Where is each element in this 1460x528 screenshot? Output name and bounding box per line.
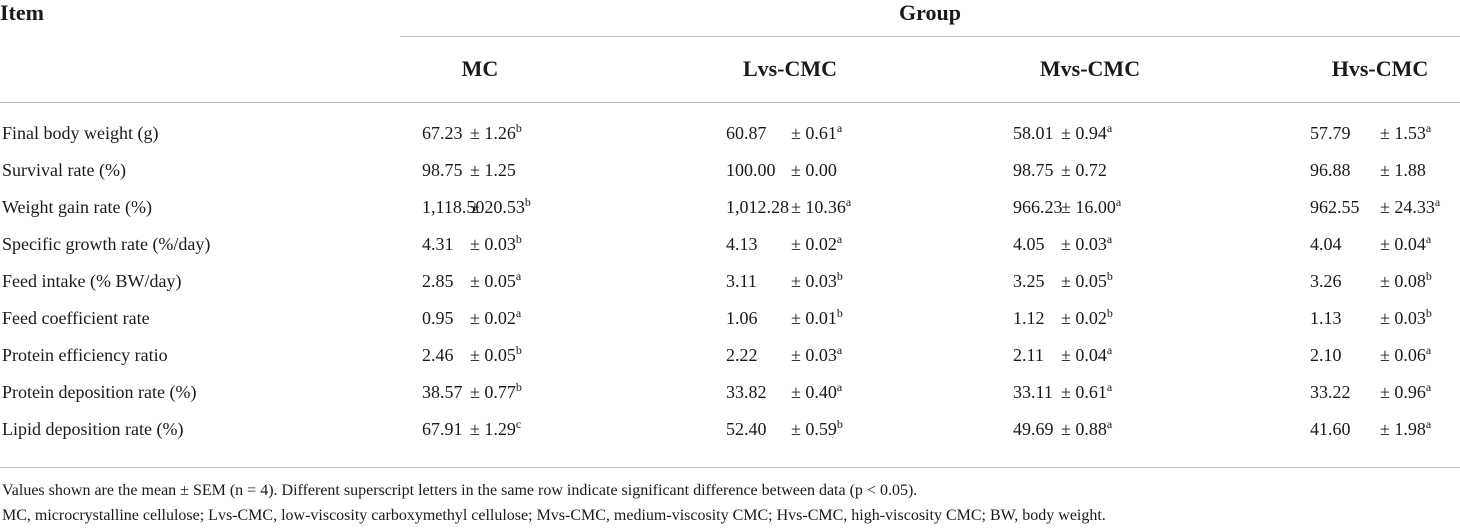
significance-letter: a (1115, 195, 1122, 209)
sem-value: ± 0.03 (791, 345, 837, 365)
sem-value: ± 1.88 (1380, 160, 1426, 180)
significance-letter: a (515, 269, 522, 283)
significance-letter: a (1434, 195, 1441, 209)
sem-value: ± 0.59 (791, 419, 837, 439)
cell-sem-mvs-cmc (1061, 263, 1113, 300)
row-label: Final body weight (g) (2, 123, 159, 143)
row-label: Survival rate (%) (2, 160, 126, 180)
significance-letter: b (836, 269, 843, 283)
cell-mean-lvs-cmc: 3.11 (726, 271, 757, 291)
significance-letter: a (1425, 121, 1432, 135)
significance-letter: a (1106, 343, 1113, 357)
cell-mean-mvs-cmc: 1.12 (1013, 308, 1045, 328)
sem-value: ± 0.03 (1380, 308, 1426, 328)
cell-sem-lvs-cmc (791, 300, 843, 337)
significance-letter: b (1425, 269, 1432, 283)
cell-mean-hvs-cmc: 962.55 (1310, 197, 1360, 217)
cell-mean-mc: 2.85 (422, 271, 454, 291)
cell-mean-mvs-cmc: 58.01 (1013, 123, 1054, 143)
item-header: Item (0, 0, 44, 25)
significance-letter: b (515, 380, 522, 394)
cell-mean-mc: 98.75 (422, 160, 463, 180)
header-divider (0, 102, 1460, 103)
group-underline (400, 36, 1460, 37)
significance-letter: a (1425, 232, 1432, 246)
table-row (0, 115, 1460, 152)
footnote-values: Values shown are the mean ± SEM (n = 4). Different superscript letters in the same row indicate significant difference between data (p < 0.05). (2, 482, 918, 499)
cell-mean-mvs-cmc: 33.11 (1013, 382, 1053, 402)
row-label: Feed intake (% BW/day) (2, 271, 182, 291)
cell-mean-hvs-cmc: 33.22 (1310, 382, 1351, 402)
cell-sem-mvs-cmc (1061, 189, 1121, 226)
sem-value: ± 0.77 (470, 382, 516, 402)
cell-mean-mvs-cmc: 2.11 (1013, 345, 1044, 365)
sem-value: ± 0.03 (470, 234, 516, 254)
sem-value: ± 0.05 (470, 345, 516, 365)
cell-sem-hvs-cmc (1380, 374, 1431, 411)
table-row (0, 411, 1460, 448)
cell-sem-mc (470, 152, 516, 189)
sem-value: ± 1.53 (1380, 123, 1426, 143)
cell-sem-mvs-cmc (1061, 374, 1112, 411)
significance-letter: a (515, 306, 522, 320)
significance-letter: a (1106, 232, 1113, 246)
significance-letter: a (1425, 417, 1432, 431)
sem-value: ± 0.96 (1380, 382, 1426, 402)
cell-mean-lvs-cmc: 1,012.28 (726, 197, 789, 217)
table-row (0, 337, 1460, 374)
cell-sem-lvs-cmc (791, 152, 837, 189)
sem-value: ± 0.02 (470, 308, 516, 328)
sem-value: ± 1.98 (1380, 419, 1426, 439)
cell-sem-mc (470, 411, 521, 448)
significance-letter: a (836, 232, 843, 246)
cell-mean-hvs-cmc: 4.04 (1310, 234, 1342, 254)
cell-sem-mc (470, 189, 531, 226)
table-row (0, 189, 1460, 226)
sem-value: ± 0.61 (791, 123, 837, 143)
column-header-lvs-cmc: Lvs-CMC (742, 56, 838, 81)
cell-sem-mc (470, 226, 522, 263)
cell-sem-hvs-cmc (1380, 411, 1431, 448)
cell-sem-lvs-cmc (791, 115, 842, 152)
table-row (0, 374, 1460, 411)
significance-letter: b (1425, 306, 1432, 320)
cell-mean-mc: 0.95 (422, 308, 454, 328)
significance-letter: a (1425, 343, 1432, 357)
group-header: Group (899, 0, 961, 25)
cell-sem-mc (470, 337, 522, 374)
cell-sem-lvs-cmc (791, 226, 842, 263)
column-header-hvs-cmc: Hvs-CMC (1331, 56, 1429, 81)
sem-value: ± 0.05 (1061, 271, 1107, 291)
sem-value: ± 0.40 (791, 382, 837, 402)
significance-letter: a (845, 195, 852, 209)
cell-mean-lvs-cmc: 2.22 (726, 345, 758, 365)
cell-mean-lvs-cmc: 4.13 (726, 234, 758, 254)
cell-mean-hvs-cmc: 96.88 (1310, 160, 1351, 180)
cell-sem-lvs-cmc (791, 263, 843, 300)
sem-value: ± 0.88 (1061, 419, 1107, 439)
sem-value: ± 10.36 (791, 197, 846, 217)
column-header-mc: MC (461, 56, 499, 81)
cell-sem-lvs-cmc (791, 374, 842, 411)
sem-value: ± 0.72 (1061, 160, 1107, 180)
cell-mean-hvs-cmc: 3.26 (1310, 271, 1342, 291)
significance-letter: a (1106, 417, 1113, 431)
cell-sem-hvs-cmc (1380, 152, 1426, 189)
sem-value: ± 1.26 (470, 123, 516, 143)
cell-mean-mc: 2.46 (422, 345, 454, 365)
cell-sem-hvs-cmc (1380, 226, 1431, 263)
cell-mean-mvs-cmc: 966.23 (1013, 197, 1063, 217)
cell-sem-hvs-cmc (1380, 115, 1431, 152)
cell-sem-mvs-cmc (1061, 115, 1112, 152)
cell-mean-hvs-cmc: 41.60 (1310, 419, 1351, 439)
sem-value: ± 0.04 (1380, 234, 1426, 254)
row-label: Protein efficiency ratio (2, 345, 168, 365)
cell-sem-hvs-cmc (1380, 300, 1432, 337)
cell-sem-mc (470, 374, 522, 411)
sem-value: ± 0.06 (1380, 345, 1426, 365)
cell-mean-mvs-cmc: 4.05 (1013, 234, 1045, 254)
cell-sem-mvs-cmc (1061, 300, 1113, 337)
cell-mean-lvs-cmc: 52.40 (726, 419, 767, 439)
significance-letter: a (836, 121, 843, 135)
table-row (0, 226, 1460, 263)
cell-sem-lvs-cmc (791, 411, 843, 448)
row-label: Protein deposition rate (%) (2, 382, 197, 402)
row-label: Feed coefficient rate (2, 308, 150, 328)
sem-value: ± 0.04 (1061, 345, 1107, 365)
sem-value: ± 0.03 (1061, 234, 1107, 254)
table-row (0, 300, 1460, 337)
cell-sem-hvs-cmc (1380, 263, 1432, 300)
cell-sem-mc (470, 115, 522, 152)
cell-sem-hvs-cmc (1380, 337, 1431, 374)
cell-sem-mc (470, 300, 521, 337)
cell-mean-mc: 67.23 (422, 123, 463, 143)
cell-mean-mc: 1,118.50 (422, 197, 485, 217)
sem-value: ± 24.33 (1380, 197, 1435, 217)
significance-letter: a (1425, 380, 1432, 394)
cell-mean-mc: 67.91 (422, 419, 463, 439)
row-label: Weight gain rate (%) (2, 197, 152, 217)
cell-sem-hvs-cmc (1380, 189, 1440, 226)
cell-mean-mvs-cmc: 3.25 (1013, 271, 1045, 291)
significance-letter: c (515, 417, 522, 431)
cell-sem-mvs-cmc (1061, 411, 1112, 448)
sem-value: ± 1.29 (470, 419, 516, 439)
footnote-abbreviations: MC, microcrystalline cellulose; Lvs-CMC, low-viscosity carboxymethyl cellulose; Mvs-CMC, medium-viscosity CMC; Hvs-CMC, high-viscosity CMC; BW, body weight. (2, 507, 1106, 524)
cell-mean-mc: 38.57 (422, 382, 463, 402)
sem-value: ± 0.02 (1061, 308, 1107, 328)
cell-mean-mvs-cmc: 49.69 (1013, 419, 1054, 439)
significance-letter: a (1106, 380, 1113, 394)
sem-value: ± 20.53 (470, 197, 525, 217)
cell-mean-hvs-cmc: 1.13 (1310, 308, 1342, 328)
significance-letter: b (515, 343, 522, 357)
significance-letter: a (836, 380, 843, 394)
row-label: Lipid deposition rate (%) (2, 419, 184, 439)
cell-mean-mc: 4.31 (422, 234, 454, 254)
sem-value: ± 16.00 (1061, 197, 1116, 217)
column-header-mvs-cmc: Mvs-CMC (1039, 56, 1141, 81)
sem-value: ± 0.94 (1061, 123, 1107, 143)
sem-value: ± 0.00 (791, 160, 837, 180)
sem-value: ± 0.03 (791, 271, 837, 291)
sem-value: ± 0.08 (1380, 271, 1426, 291)
cell-mean-lvs-cmc: 33.82 (726, 382, 767, 402)
significance-letter: b (836, 417, 843, 431)
table-bottom-rule (0, 467, 1460, 468)
significance-letter: b (524, 195, 531, 209)
significance-letter: a (1106, 121, 1113, 135)
cell-mean-lvs-cmc: 100.00 (726, 160, 776, 180)
significance-letter: b (836, 306, 843, 320)
sem-value: ± 0.02 (791, 234, 837, 254)
cell-sem-mc (470, 263, 521, 300)
sem-value: ± 1.25 (470, 160, 516, 180)
sem-value: ± 0.61 (1061, 382, 1107, 402)
table-row (0, 152, 1460, 189)
cell-sem-mvs-cmc (1061, 337, 1112, 374)
cell-mean-hvs-cmc: 57.79 (1310, 123, 1351, 143)
significance-letter: b (1106, 269, 1113, 283)
significance-letter: a (836, 343, 843, 357)
cell-sem-mvs-cmc (1061, 226, 1112, 263)
cell-mean-lvs-cmc: 60.87 (726, 123, 767, 143)
cell-sem-mvs-cmc (1061, 152, 1107, 189)
cell-mean-lvs-cmc: 1.06 (726, 308, 758, 328)
table-row (0, 263, 1460, 300)
row-label: Specific growth rate (%/day) (2, 234, 211, 254)
sem-value: ± 0.05 (470, 271, 516, 291)
significance-letter: b (515, 121, 522, 135)
cell-mean-hvs-cmc: 2.10 (1310, 345, 1342, 365)
cell-mean-mvs-cmc: 98.75 (1013, 160, 1054, 180)
significance-letter: b (515, 232, 522, 246)
significance-letter: b (1106, 306, 1113, 320)
cell-sem-lvs-cmc (791, 337, 842, 374)
cell-sem-lvs-cmc (791, 189, 851, 226)
sem-value: ± 0.01 (791, 308, 837, 328)
